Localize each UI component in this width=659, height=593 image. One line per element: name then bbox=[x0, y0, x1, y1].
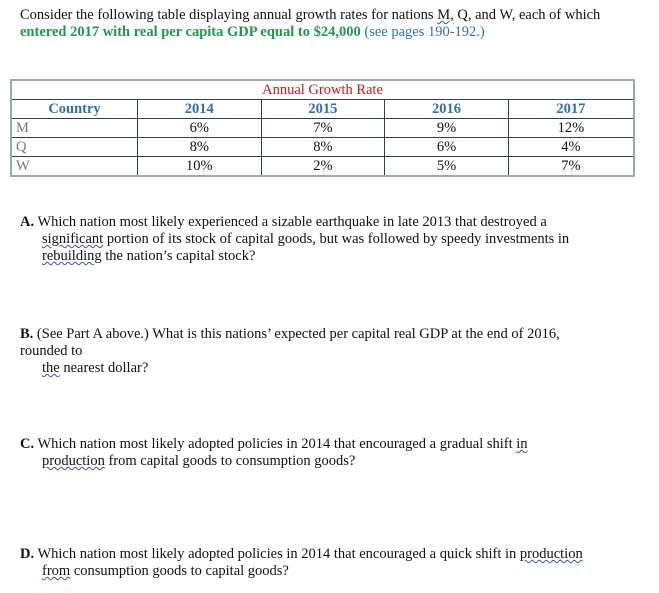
table-row bbox=[11, 157, 634, 177]
header-2015: 2015 bbox=[261, 100, 385, 119]
header-2014: 2014 bbox=[138, 100, 262, 119]
header-2016: 2016 bbox=[385, 100, 509, 119]
table-title: Annual Growth Rate bbox=[11, 80, 634, 100]
cell: 2% bbox=[261, 157, 385, 177]
table-row bbox=[11, 119, 634, 138]
cell: 10% bbox=[138, 157, 262, 177]
question-label: D. bbox=[20, 546, 35, 562]
question-text: the nation’s capital stock? bbox=[101, 248, 256, 264]
cell: 6% bbox=[385, 138, 509, 157]
intro-paragraph bbox=[20, 7, 650, 41]
question-text: (See Part A above.) What is this nations’ expected per capital real GDP at the end of 2016, bbox=[33, 326, 560, 342]
question-text: rebuilding bbox=[42, 248, 102, 264]
question-text: from bbox=[42, 563, 71, 579]
row-label: Q bbox=[11, 138, 138, 157]
question-d bbox=[20, 546, 655, 580]
growth-rate-table bbox=[10, 79, 635, 177]
cell: 6% bbox=[138, 119, 262, 138]
question-text: the bbox=[42, 360, 60, 376]
cell: 8% bbox=[138, 138, 262, 157]
row-label: M bbox=[11, 119, 138, 138]
intro-m: M, bbox=[437, 7, 454, 23]
cell: 7% bbox=[508, 157, 634, 177]
cell: 9% bbox=[385, 119, 509, 138]
question-c bbox=[20, 436, 650, 470]
row-label: W bbox=[11, 157, 138, 177]
header-2017: 2017 bbox=[508, 100, 634, 119]
question-text: from capital goods to consumption goods? bbox=[104, 453, 356, 469]
table-header-row bbox=[11, 100, 634, 119]
question-text: rounded to bbox=[20, 343, 83, 359]
cell: 5% bbox=[385, 157, 509, 177]
question-text: nearest dollar? bbox=[59, 360, 149, 376]
cell: 8% bbox=[261, 138, 385, 157]
intro-page-ref: (see pages 190-192.) bbox=[360, 24, 485, 40]
question-text: consumption goods to capital goods? bbox=[70, 563, 289, 579]
table-row bbox=[11, 138, 634, 157]
question-text: Which nation most likely experienced a sizable earthquake in late 2013 that destroyed a bbox=[34, 214, 547, 230]
header-country: Country bbox=[11, 100, 138, 119]
cell: 7% bbox=[261, 119, 385, 138]
question-text: Which nation most likely adopted policies in 2014 that encouraged a gradual shift bbox=[34, 436, 517, 452]
cell: 12% bbox=[508, 119, 634, 138]
intro-text-2: Q, and W, each of which bbox=[453, 7, 601, 23]
question-text: in bbox=[516, 436, 528, 452]
question-text: production bbox=[519, 546, 583, 562]
question-b bbox=[20, 326, 650, 377]
question-label: B. bbox=[20, 326, 34, 342]
question-label: C. bbox=[20, 436, 35, 452]
cell: 4% bbox=[508, 138, 634, 157]
question-text: significant bbox=[42, 231, 104, 247]
question-text: portion of its stock of capital goods, but was followed by speedy investments in bbox=[103, 231, 570, 247]
question-label: A. bbox=[20, 214, 35, 230]
question-text: production bbox=[42, 453, 105, 469]
intro-text: Consider the following table displaying annual growth rates for nations bbox=[20, 7, 438, 23]
question-text: Which nation most likely adopted policies in 2014 that encouraged a quick shift in bbox=[34, 546, 520, 562]
intro-highlight: entered 2017 with real per capita GDP equal to $24,000 bbox=[20, 24, 361, 40]
question-a bbox=[20, 214, 640, 265]
